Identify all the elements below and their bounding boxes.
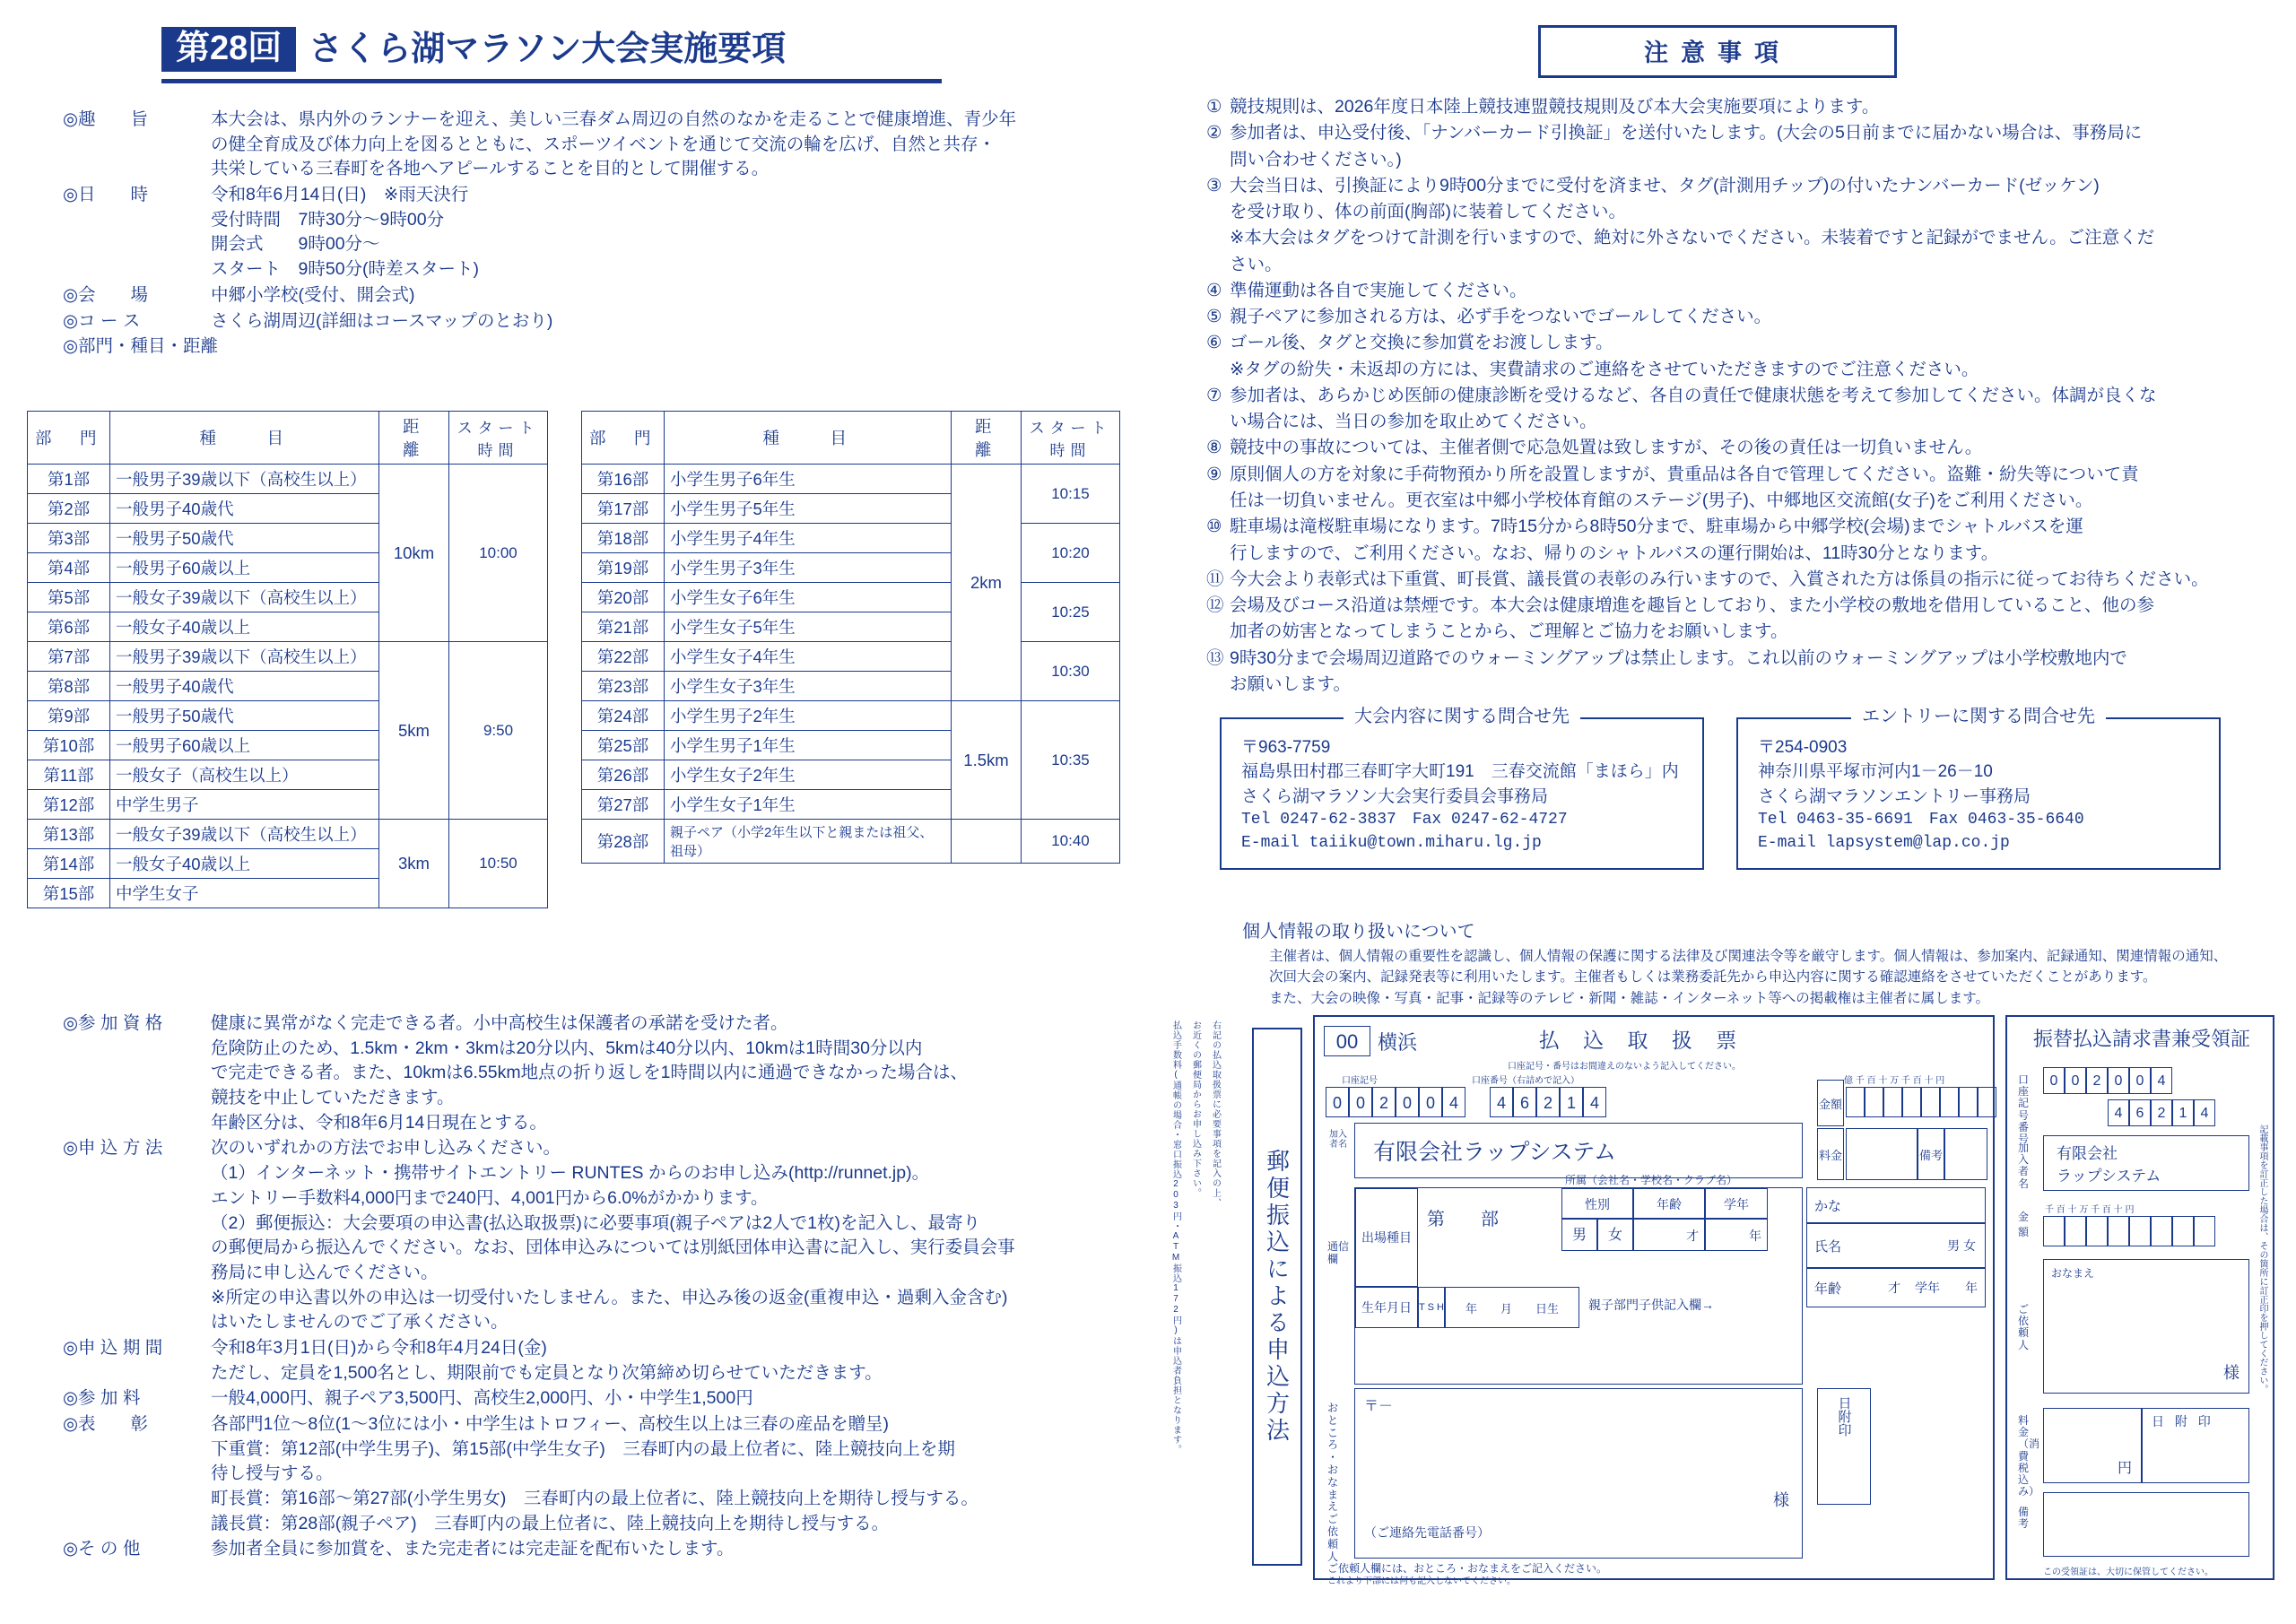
table-row: 第1部 一般男子39歳以下（高校生以上） 10km 10:00 [28,465,548,494]
note-item: ⑥ ゴール後、タグと交換に参加賞をお渡しします。 [1206,333,1613,353]
child-info-table: かな 氏名 男 女 年齢 才 学年 年 [1806,1187,1986,1307]
note-item: ④ 準備運動は各自で実施してください。 [1206,280,1527,300]
privacy-section: 個人情報の取り扱いについて 主催者は、個人情報の重要性を認識し、個人情報の保護に関する法律及び関連法令等を厳守します。個人情報は、参加案内、記録通知、関連情報の通知、 次回大会の案内、記録発表等に利用いたします。主催者もしくは業務委託先から申込内容に関する確認連絡をさせていただくことがあります。 また、大会の映像・写真・記事・記録等のテレビ・新聞・雑誌・インターネット等への掲載権は主催者に属します。 [1242,916,2265,1009]
note-item: ⑬ 9時30分まで会場周辺道路でのウォーミングアップは禁止します。これ以前のウォーミングアップは小学校敷地内で [1206,647,2127,668]
fee-field[interactable] [1846,1128,1918,1180]
application-row: ◎申 込 方 法 次のいずれかの方法でお申し込みください。 （1）インターネット・携帯サイトエントリー RUNTES からのお申し込み(http://runnet.jp)。 エントリー手数料4,000円まで240円、4,001円から6.0%がかかります。 （2）郵便振込：大会要項の申込書(払込取扱票)に必要事項(親子ペアは2人で1枚)を記入し、最寄り の郵便局から振込んでください。なお、団体申込みについては別紙団体申込書に記入し、実行委員会事 務局に申し込んでください。 ※所定の申込書以外の申込は一切受付いたしません。また、申込み後の返金(重複申込・過剰入金含む) はいたしませんのでご了承ください。 [63,1138,1015,1333]
amount-boxes [1846,1087,1996,1117]
contact-box-entry: エントリーに関する問合せ先 〒254-0903 神奈川県平塚市河内1－26－10 さくら湖マラソンエントリー事務局 Tel 0463-35-6691 Fax 0463-35-6640 E-mail lapsystem@lap.co.jp [1736,717,2221,870]
table-row: 第9部 一般男子50歳代 [28,701,548,731]
application-section [63,1012,1175,1563]
table-row: 第22部 小学生女子4年生 10:30 [582,642,1120,672]
date-stamp-box: 日附印 [1817,1388,1871,1505]
overview-label: ◎会 場 [63,284,149,305]
receipt-fee[interactable]: 円 [2043,1408,2142,1483]
receipt-amount-boxes[interactable] [2043,1216,2215,1246]
remarks-label: 備考 [1918,1128,1944,1180]
table-row: 第25部 小学生男子1年生 [582,731,1120,760]
note-item: ③ 大会当日は、引換証により9時00分までに受付を済ませ、タグ(計測用チップ)の付いたナンバーカード(ゼッケン) [1206,175,2100,195]
contact-box-event: 大会内容に関する問合せ先 〒963-7759 福島県田村郡三春町字大町191 三春交流館「まほら」内 さくら湖マラソン大会実行委員会事務局 Tel 0247-62-3837 Fax 0247-62-4727 E-mail taiiku@town.miharu.lg.jp [1220,717,1704,870]
note-item: を受け取り、体の前面(胸部)に装着してください。 [1230,202,1626,222]
transfer-receipt: 振替払込請求書兼受領証 口座記号番号 0 0 2 0 0 4 4 6 2 1 4 加入者名 有限会社 ラップシステム 金額 千 百 十 万 千 百 十 円 ご依頼人 おなまえ 様 料金（消費税込み） 円 日 附 印 備考 この受領証は、大切に保管してください。 記載事項を訂正した場合は、その箇所に訂正印を押してください。 [2005,1015,2274,1580]
note-item: ⑩ 駐車場は滝桜駐車場になります。7時15分から8時50分まで、駐車場から中郷学校(会場)までシャトルバスを運 [1206,517,2083,537]
table-row: 第5部 一般女子39歳以下（高校生以上） [28,583,548,612]
note-item: 行しますので、ご利用ください。なお、帰りのシャトルバスの運行開始は、11時30分となります。 [1230,543,1999,563]
overview-label: ◎コ ー ス [63,310,141,331]
form-side-notes: 払込手数料(通帳の場合・窓口振込203円・ATM振込172円)は申込者負担となります。 お近くの郵便局からお申し込み下さい。 右記の払込取扱票に必要事項を記入の上、 [1170,1020,1221,1455]
note-item: 問い合わせください。) [1230,149,1402,169]
start-time-cell: 10:35 [1022,701,1120,820]
table-row: 第16部 小学生男子6年生 2km 10:15 [582,465,1120,494]
page-title [161,27,786,72]
start-time-cell: 10:30 [1022,642,1120,701]
title-text: さくら湖マラソン大会実施要項 [309,30,787,68]
overview-label: ◎趣 旨 [63,109,149,129]
application-row: ◎参 加 資 格 健康に異常がなく完走できる者。小中高校生は保護者の承諾を受けた者。 危険防止のため、1.5km・2km・3kmは20分以内、5kmは40分以内、10kmは1時間30分以内 で完走できる者。また、10kmは6.55km地点の折り返しを1時間以内に通過できなかった場合は、 競技を中止していただきます。 年齢区分は、令和8年6月14日現在とする。 [63,1013,968,1133]
note-item: い場合には、当日の参加を取止めてください。 [1230,412,1597,432]
table-header-row: 部 門 種 目 距 離 スタート時間 [28,412,548,465]
receipt-date-stamp: 日 附 印 [2142,1408,2249,1483]
start-time-cell: 10:00 [449,465,548,642]
table-header-row: 部 門 種 目 距 離 スタート時間 [582,412,1120,465]
contact-caption: 大会内容に関する問合せ先 [1344,704,1580,730]
account-digits-right: 4 6 2 1 4 [1490,1087,1606,1117]
table-row: 第24部 小学生男子2年生 1.5km 10:35 [582,701,1120,731]
slip-mark: 00 [1324,1026,1370,1056]
fee-label: 料金 [1817,1128,1844,1180]
table-row: 第27部 小学生女子1年生 [582,790,1120,820]
table-row: 第13部 一般女子39歳以下（高校生以上） 3km 10:50 [28,820,548,849]
note-item: ⑫ 会場及びコース沿道は禁煙です。本大会は健康増進を趣旨としており、また小学校の敷地を借用していること、他の参 [1206,595,2154,616]
communication-area[interactable]: 出場種目 第 部 性別 年齢 学年 男 女 才 年 所属（会社名・学校名・クラブ名） 生年月日 T S H 年 月 日生 親子部門子供記入欄→ [1354,1187,1803,1385]
receipt-requester[interactable]: おなまえ 様 [2043,1259,2249,1394]
payment-slip: 払 込 取 扱 票 口座記号・番号はお間違えのないよう記入してください。 00 横浜 口座記号 口座番号（右詰めで記入） 億 千 百 十 万 千 百 十 円 0 0 2 0 0 4 4 6 2 1 4 金額 料金 備考 加入者名 有限会社ラップシステム 通信欄 出場種目 第 部 性別 年齢 学年 男 女 才 年 所属（会社名・学校名・クラブ名） 生年月日 T S H 年 月 日生 親子部門子供記入欄→ かな 氏名 男 女 年齢 才 学年 年 お と こ ろ ・ お な ま え ご 依 頼 人 〒－ （ご連絡先電話番号） 様 日附印 ご依頼人欄には、おところ・おなまえをご記入ください。 これより下部には何も記入しないでください。 [1313,1015,1995,1580]
notes-list [1206,94,2265,698]
note-item: ② 参加者は、申込受付後、「ナンバーカード引換証」を送付いたします。(大会の5日前までに届かない場合は、事務局に [1206,123,2143,143]
table-row: 第26部 小学生女子2年生 [582,760,1120,790]
application-row: ◎申 込 期 間 令和8年3月1日(日)から令和8年4月24日(金) ただし、定員を1,500名とし、期限前でも定員となり次第締め切らせていただきます。 [63,1337,883,1383]
overview-label: ◎日 時 [63,185,149,205]
table-row: 第4部 一般男子60歳以上 [28,553,548,583]
application-row: ◎参 加 料 一般4,000円、親子ペア3,500円、高校生2,000円、小・中学生1,500円 [63,1388,753,1409]
table-row: 第11部 一般女子（高校生以上） [28,760,548,790]
note-item: ※本大会はタグをつけて計測を行いますので、絶対に外さないでください。未装着ですと記録がでません。ご注意くだ [1230,228,2155,248]
start-time-cell: 9:50 [449,642,548,820]
note-item: ⑤ 親子ペアに参加される方は、必ず手をつないでゴールしてください。 [1206,307,1772,327]
amount-label: 金額 [1817,1080,1844,1126]
note-item: 任は一切負いません。更衣室は中郷小学校体育館のステージ(男子)、中郷地区交流館(女子)をご利用ください。 [1230,490,2093,510]
note-item: さい。 [1230,254,1283,274]
table-row: 第18部 小学生男子4年生 10:20 [582,524,1120,553]
requester-area[interactable]: 〒－ （ご連絡先電話番号） 様 [1354,1388,1803,1559]
start-time-cell: 10:25 [1022,583,1120,642]
notes-heading: 注意事項 [1538,25,1897,78]
distance-cell: 2km [952,465,1022,701]
table-row: 第2部 一般男子40歳代 [28,494,548,524]
overview-row: ◎コ ー ス さくら湖周辺(詳細はコースマップのとおり) [63,309,1139,334]
note-item: ⑪ 今大会より表彰式は下重賞、町長賞、議長賞の表彰のみ行いますので、入賞された方は係員の指示に従ってお待ちください。 [1206,569,2209,589]
overview-body: 本大会は、県内外のランナーを迎え、美しい三春ダム周辺の自然のなかを走ることで健康増進、青少年 の健全育成及び体力向上を図るとともに、スポーツイベントを通じて交流の輪を広げ、自然と共存・ 共栄している三春町を各地へアピールすることを目的として開催する。 [211,109,1017,179]
note-item: ⑨ 原則個人の方を対象に手荷物預かり所を設置しますが、貴重品は各自で管理してください。盗難・紛失等について責 [1206,464,2139,484]
overview-row [63,334,1139,360]
category-table-left [27,411,548,908]
title-underline [161,79,942,83]
start-time-cell: 10:15 [1022,465,1120,524]
overview-body: 令和8年6月14日(日) ※雨天決行 受付時間 7時30分～9時00分 開会式 9時00分～ スタート 9時50分(時差スタート) [211,185,480,280]
overview-row [63,108,1139,182]
table-row: 第12部 中学生男子 [28,790,548,820]
note-item: お願いします。 [1230,673,1351,694]
table-row: 第20部 小学生女子6年生 10:25 [582,583,1120,612]
overview-section [63,108,1139,360]
table-row: 第14部 一般女子40歳以上 [28,849,548,879]
overview-row: ◎会 場 中郷小学校(受付、開会式) [63,283,1139,308]
table-row: 第7部 一般男子39歳以下（高校生以上） 5km 9:50 [28,642,548,672]
receipt-title: 振替払込請求書兼受領証 [2032,1028,2250,1050]
table-row: 第10部 一般男子60歳以上 [28,731,548,760]
application-row: ◎表 彰 各部門1位～8位(1～3位には小・中学生はトロフィー、高校生以上は三春の産品を贈呈) 下重賞：第12部(中学生男子)、第15部(中学生女子) 三春町内の最上位者に、陸上競技向上を期 待し授与する。 町長賞：第16部～第27部(小学生男女) 三春町内の最上位者に、陸上競技向上を期待し授与する。 議長賞：第28部(親子ペア) 三春町内の最上位者に、陸上競技向上を期待し授与する。 [63,1414,978,1533]
note-item: ① 競技規則は、2026年度日本陸上競技連盟競技規則及び本大会実施要項によります。 [1206,97,1880,117]
remarks-field[interactable] [1944,1128,1987,1180]
distance-cell: 5km [379,642,449,820]
table-row: 第19部 小学生男子3年生 [582,553,1120,583]
overview-label: ◎部門・種目・距離 [63,336,219,357]
note-item: ※タグの紛失・未返却の方には、実費請求のご連絡をさせていただきますのでご注意ください。 [1230,359,1979,379]
slip-branch: 横浜 [1378,1031,1418,1054]
start-time-cell: 10:20 [1022,524,1120,583]
privacy-heading: 個人情報の取り扱いについて [1242,922,1475,942]
distance-cell: 1.5km [952,701,1022,820]
contact-boxes [1220,707,2260,870]
table-row: 第3部 一般男子50歳代 [28,524,548,553]
contact-caption: エントリーに関する問合せ先 [1851,704,2106,730]
form-method-label: 郵便振込による申込方法 [1252,1028,1302,1566]
application-row: ◎そ の 他 参加者全員に参加賞を、また完走者には完走証を配布いたします。 [63,1539,735,1559]
table-row: 第17部 小学生男子5年生 [582,494,1120,524]
table-row: 第15部 中学生女子 [28,879,548,908]
payee-name: 有限会社ラップシステム [1354,1123,1803,1178]
receipt-account-right: 4 6 2 1 4 [2108,1099,2215,1126]
bu-label: 第 部 [1427,1210,1499,1229]
account-digits-left: 0 0 2 0 0 4 [1326,1087,1465,1117]
note-item: ⑦ 参加者は、あらかじめ医師の健康診断を受けるなど、各自の責任で健康状態を考えて参加してください。体調が良くな [1206,385,2157,405]
table-row: 第6部 一般女子40歳以上 [28,612,548,642]
receipt-remarks[interactable] [2043,1492,2249,1557]
entry-type-label: 出場種目 [1355,1188,1418,1287]
note-item: ⑧ 競技中の事故については、主催者側で応急処置は致しますが、その後の責任は一切負いません。 [1206,438,1983,458]
table-row: 第8部 一般男子40歳代 [28,672,548,701]
category-table-right [581,411,1120,864]
postal-payment-form [1166,1012,2283,1594]
note-item: 加者の妨害となってしまうことから、ご理解とご協力をお願いします。 [1230,621,1788,642]
title-edition: 第28回 [161,27,296,72]
payment-slip-title: 払 込 取 扱 票 [1538,1029,1746,1052]
table-row: 第21部 小学生女子5年生 [582,612,1120,642]
table-row: 第23部 小学生女子3年生 [582,672,1120,701]
start-time-cell: 10:40 [1022,820,1120,864]
table-row: 第28部 親子ペア（小学2年生以下と親または祖父、祖母） 10:40 [582,820,1120,864]
start-time-cell: 10:50 [449,820,548,908]
distance-cell: 10km [379,465,449,642]
receipt-account-left: 0 0 2 0 0 4 [2043,1067,2172,1094]
overview-row [63,183,1139,282]
distance-cell: 3km [379,820,449,908]
receipt-payee: 有限会社 ラップシステム [2043,1135,2249,1191]
